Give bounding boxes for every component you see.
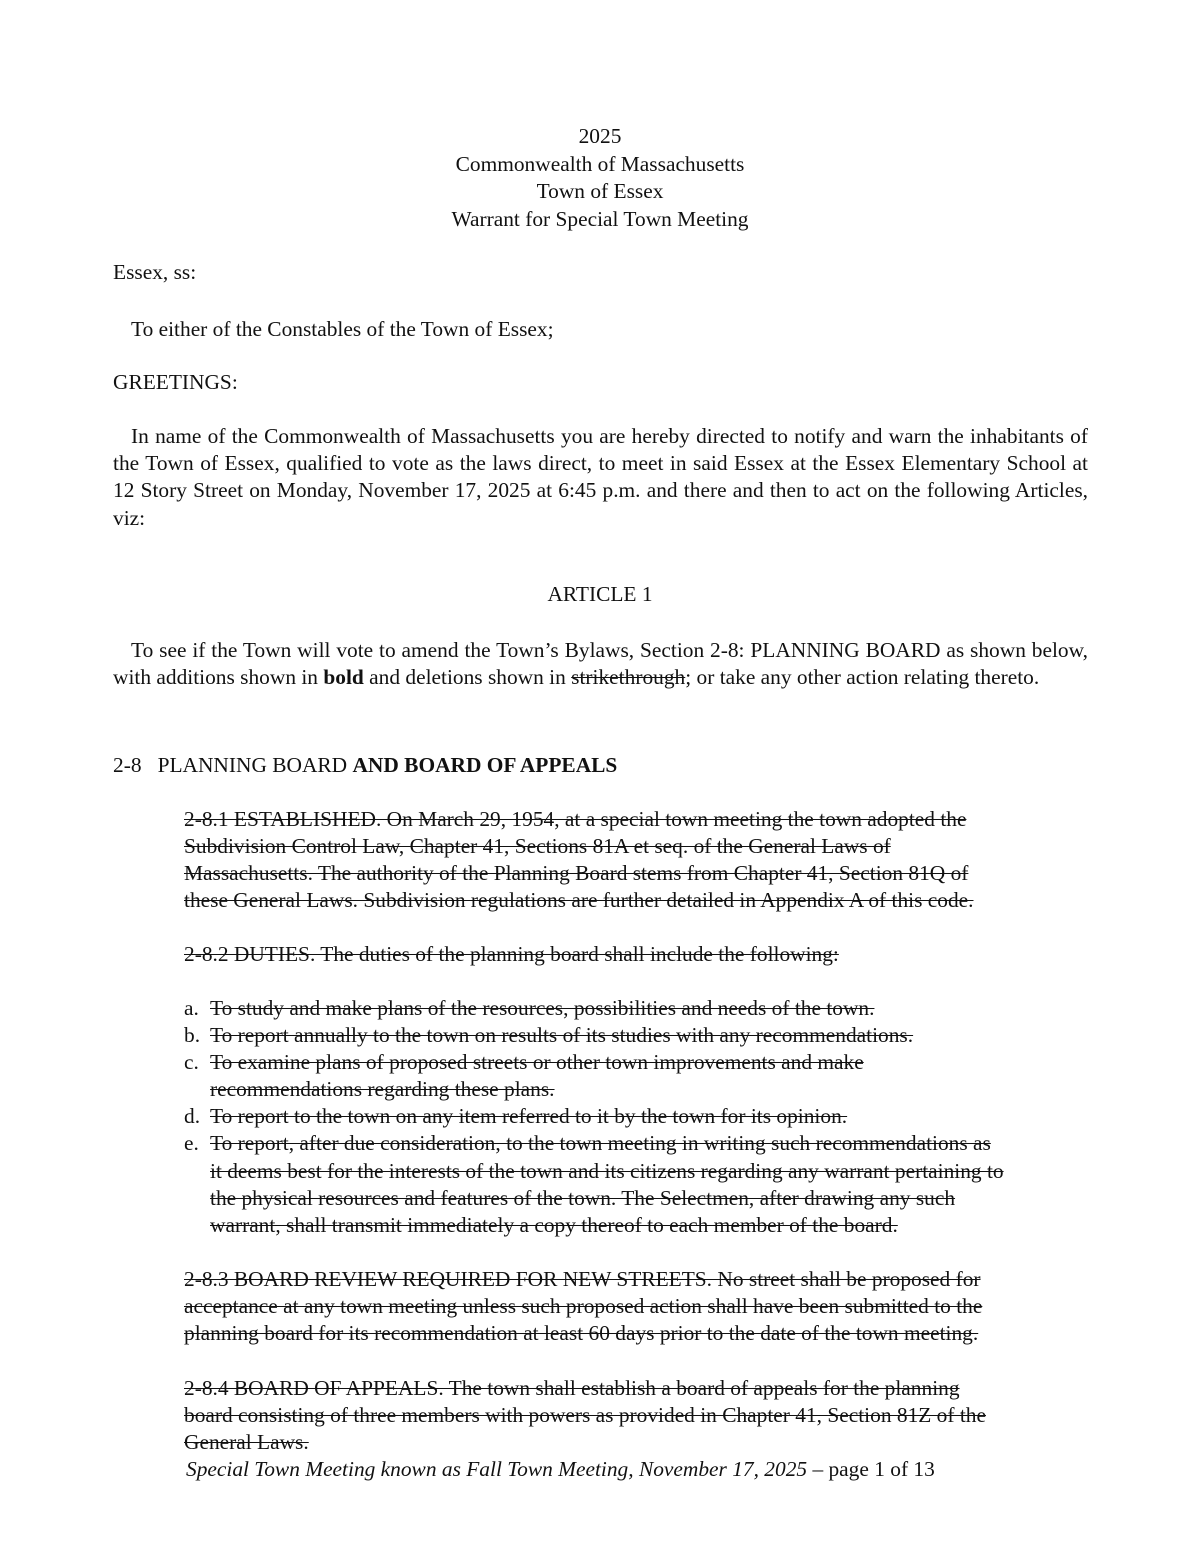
list-item	[184, 1022, 1004, 1049]
section-2-8-3	[184, 1266, 982, 1347]
text-line: 2-8.3 BOARD REVIEW REQUIRED FOR NEW STREETS. No street shall be proposed for	[184, 1267, 981, 1291]
article-text: To see if the Town will vote to amend the Town’s Bylaws, Section 2-8: PLANNING BOARD as shown below, with additions shown in	[113, 638, 1088, 690]
list-label: c.	[184, 1050, 199, 1075]
section-2-8-4	[184, 1375, 986, 1456]
section-title-addition: AND BOARD OF APPEALS	[352, 753, 618, 777]
text-line: 2-8.4 BOARD OF APPEALS. The town shall establish a board of appeals for the planning	[184, 1376, 960, 1400]
section-2-8-1	[184, 806, 973, 914]
text-line: warrant, shall transmit immediately a copy thereof to each member of the board.	[210, 1212, 898, 1237]
text-line: To study and make plans of the resources, possibilities and needs of the town.	[210, 996, 875, 1020]
list-label: d.	[184, 1104, 201, 1129]
warrant-title: Warrant for Special Town Meeting	[451, 207, 749, 231]
text-line: General Laws.	[184, 1430, 309, 1455]
intro-text: In name of the Commonwealth of Massachusetts you are hereby directed to notify and warn the inhabitants of the Town of Essex, qualified to vote as the laws direct, to meet in said Essex at the Essex Elementary School at 12 Story Street on Monday, November 17, 2025 at 6:45 p.m. and there and then to act on the following Articles, viz:	[113, 424, 1088, 530]
list-item	[184, 995, 1004, 1022]
commonwealth-heading: Commonwealth of Massachusetts	[455, 152, 745, 176]
venue-line: Essex, ss:	[113, 260, 197, 284]
intro-paragraph	[113, 423, 1088, 532]
text-line: To examine plans of proposed streets or other town improvements and make	[210, 1050, 864, 1075]
article-paragraph	[113, 637, 1088, 691]
text-line: recommendations regarding these plans.	[210, 1077, 555, 1102]
list-item	[184, 1103, 1004, 1130]
text-line: Massachusetts. The authority of the Planning Board stems from Chapter 41, Section 81Q of	[184, 861, 969, 886]
text-line: these General Laws. Subdivision regulations are further detailed in Appendix A of this code.	[184, 888, 974, 913]
text-line: Subdivision Control Law, Chapter 41, Sections 81A et seq. of the General Laws of	[184, 834, 891, 859]
section-heading	[113, 752, 617, 779]
section-2-8-2: 2-8.2 DUTIES. The duties of the planning board shall include the following:	[184, 942, 839, 966]
bold-example: bold	[323, 665, 364, 690]
page-number: page 1 of 13	[828, 1457, 935, 1481]
article-text: ; or take any other action relating thereto.	[685, 665, 1040, 690]
text-line: board consisting of three members with powers as provided in Chapter 41, Section 81Z of the	[184, 1403, 986, 1428]
warrant-year: 2025	[578, 124, 622, 148]
text-line: To report, after due consideration, to the town meeting in writing such recommendations as	[210, 1131, 991, 1156]
list-item	[184, 1049, 1004, 1103]
section-title: PLANNING BOARD	[157, 753, 348, 777]
text-line: planning board for its recommendation at least 60 days prior to the date of the town meeting.	[184, 1321, 979, 1346]
list-label: b.	[184, 1023, 201, 1048]
town-heading: Town of Essex	[536, 179, 664, 203]
duties-list	[184, 995, 1004, 1239]
list-label: a.	[184, 996, 199, 1020]
text-line: To report annually to the town on results of its studies with any recommendations.	[210, 1023, 914, 1048]
text-line: the physical resources and features of the town. The Selectmen, after drawing any such	[210, 1185, 956, 1210]
footer-meeting-name: Special Town Meeting known as Fall Town Meeting, November 17, 2025	[186, 1457, 808, 1481]
footer-dash: –	[807, 1457, 829, 1481]
text-line: 2-8.1 ESTABLISHED. On March 29, 1954, at a special town meeting the town adopted the	[184, 807, 967, 831]
strike-example: strikethrough	[571, 665, 686, 690]
list-item	[184, 1130, 1004, 1238]
addressee-line: To either of the Constables of the Town of Essex;	[131, 317, 554, 341]
section-number: 2-8	[113, 753, 142, 777]
article-text: and deletions shown in	[363, 665, 572, 690]
greetings: GREETINGS:	[113, 370, 238, 394]
text-line: acceptance at any town meeting unless such proposed action shall have been submitted to the	[184, 1294, 983, 1319]
text-line: To report to the town on any item referred to it by the town for its opinion.	[210, 1104, 848, 1129]
page-footer	[186, 1456, 935, 1483]
text-line: it deems best for the interests of the town and its citizens regarding any warrant pertaining to	[210, 1158, 1004, 1183]
article-title: ARTICLE 1	[547, 582, 653, 606]
list-label: e.	[184, 1131, 199, 1156]
